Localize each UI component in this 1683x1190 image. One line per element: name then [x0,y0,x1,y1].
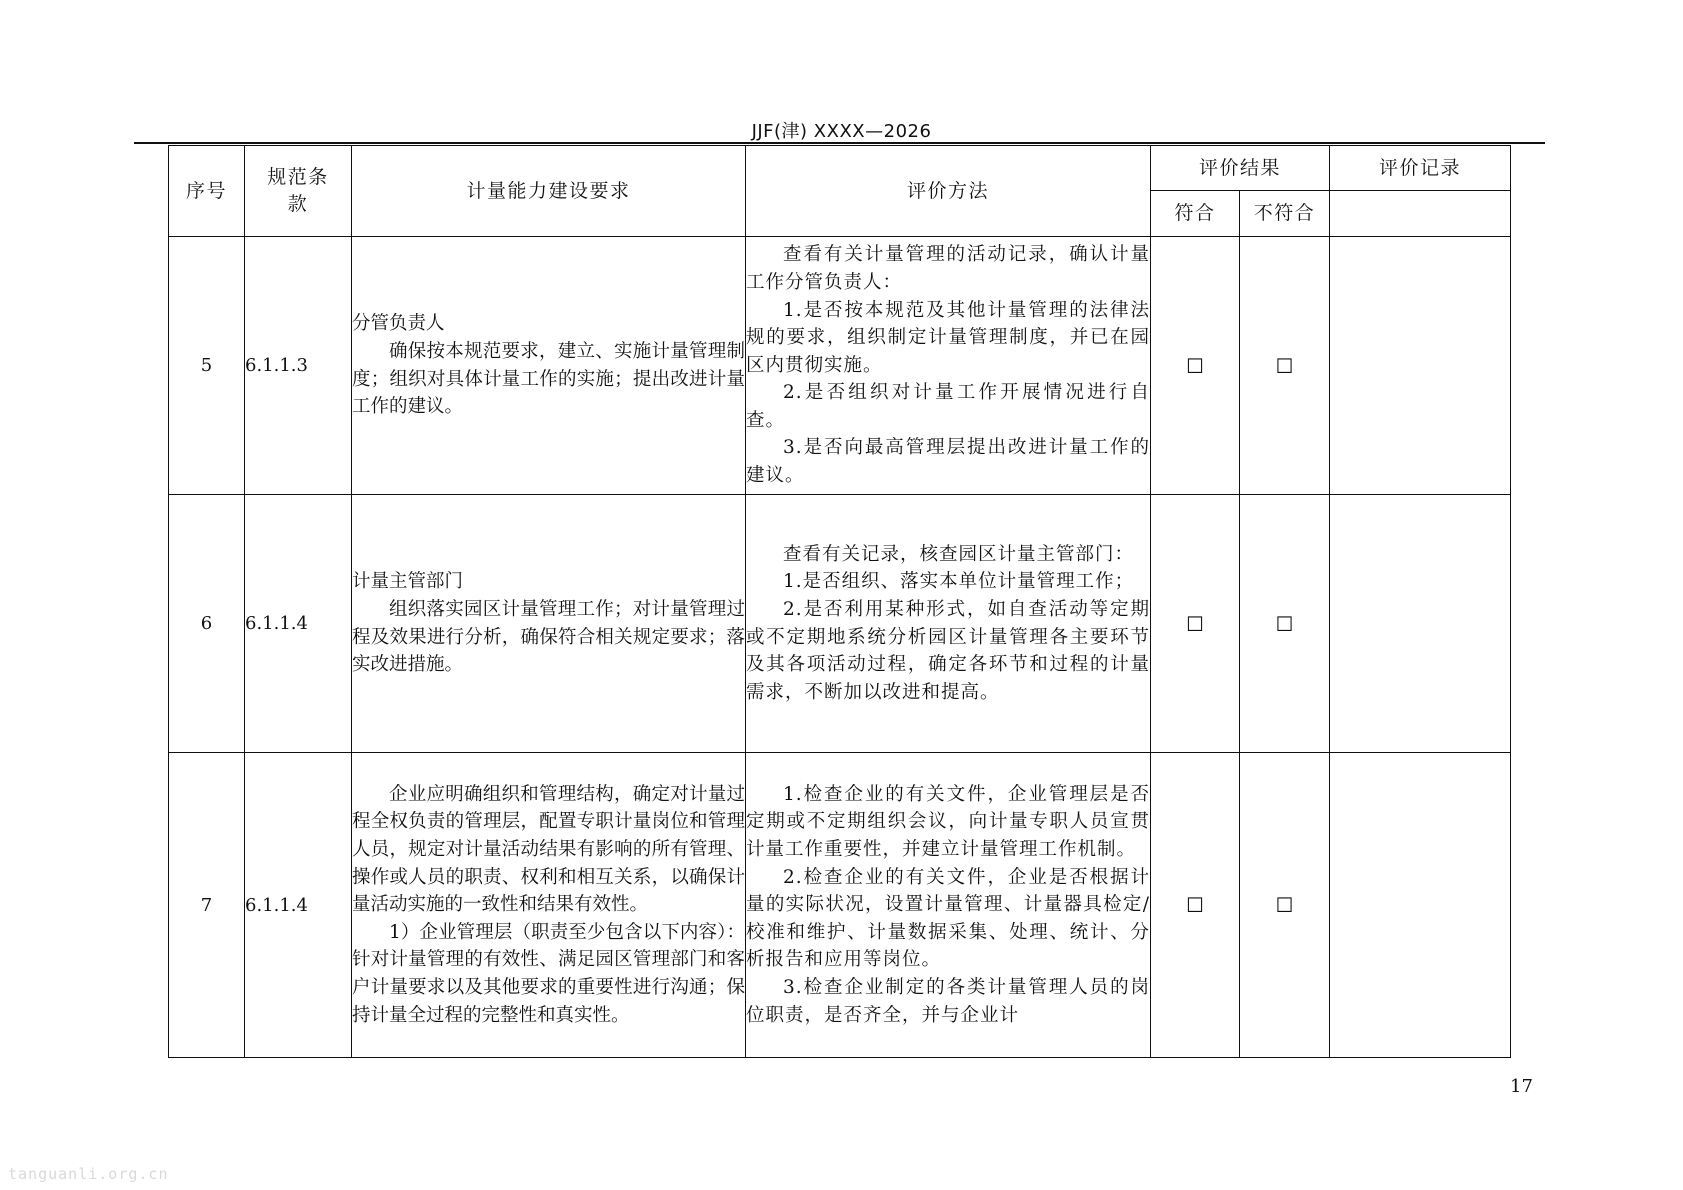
nonconform-checkbox[interactable]: ☐ [1275,893,1294,917]
row-clause: 6.1.1.4 [245,753,352,1058]
row-clause: 6.1.1.3 [245,237,352,495]
row-clause: 6.1.1.4 [245,495,352,753]
site-watermark: tanguanli.org.cn [8,1165,169,1183]
record-cell[interactable] [1330,237,1511,495]
method-paragraph: 3.检查企业制定的各类计量管理人员的岗位职责，是否齐全，并与企业计 [746,976,1150,1026]
row-method [746,237,1151,495]
header-clause: 规范条款 [245,146,352,237]
row-method [746,495,1151,753]
requirement-paragraph: 确保按本规范要求，建立、实施计量管理制度；组织对具体计量工作的实施；提出改进计量工作的建议。 [352,340,745,418]
method-paragraph: 查看有关计量管理的活动记录，确认计量工作分管负责人： [746,244,1150,293]
header-rule [134,142,1545,144]
row-no: 5 [169,237,245,495]
header-method: 评价方法 [746,146,1151,237]
table-row [169,753,1511,1058]
record-cell[interactable] [1330,753,1511,1058]
method-paragraph: 2.检查企业的有关文件，企业是否根据计量的实际状况，设置计量管理、计量器具检定/校准和维护、计量数据采集、处理、统计、分析报告和应用等岗位。 [746,866,1150,971]
nonconform-cell [1240,495,1330,753]
method-paragraph: 1.是否按本规范及其他计量管理的法律法规的要求，组织制定计量管理制度，并已在园区内贯彻实施。 [746,299,1150,376]
nonconform-cell [1240,753,1330,1058]
evaluation-table [168,145,1511,1058]
requirement-title: 分管负责人 [352,313,445,335]
row-no: 7 [169,753,245,1058]
requirement-paragraph: 组织落实园区计量管理工作；对计量管理过程及效果进行分析，确保符合相关规定要求；落实改进措施。 [352,598,745,676]
conform-checkbox[interactable]: ☐ [1186,611,1204,636]
record-cell[interactable] [1330,495,1511,753]
row-no: 6 [169,495,245,753]
method-paragraph: 2.是否组织对计量工作开展情况进行自查。 [746,382,1150,431]
header-conform: 符合 [1151,191,1240,237]
table-row [169,237,1511,495]
conform-cell [1151,753,1240,1058]
header-result: 评价结果 [1151,146,1330,191]
page-number: 17 [1510,1076,1533,1097]
nonconform-checkbox[interactable]: ☐ [1275,353,1294,378]
row-method [746,753,1151,1058]
method-paragraph: 3.是否向最高管理层提出改进计量工作的建议。 [746,437,1150,487]
conform-checkbox[interactable]: ☐ [1186,893,1204,917]
method-paragraph: 查看有关记录，核查园区计量主管部门： [783,543,1135,565]
row-requirement [352,237,746,495]
row-requirement [352,495,746,753]
header-record: 评价记录 [1330,146,1511,191]
header-nonconform: 不符合 [1240,191,1330,237]
method-paragraph: 1.检查企业的有关文件，企业管理层是否定期或不定期组织会议，向计量专职人员宣贯计量工作重要性，并建立计量管理工作机制。 [746,783,1150,861]
requirement-title: 计量主管部门 [352,571,464,593]
method-paragraph: 2.是否利用某种形式，如自查活动等定期或不定期地系统分析园区计量管理各主要环节及其各项活动过程，确定各环节和过程的计量需求，不断加以改进和提高。 [746,598,1150,703]
requirement-paragraph: 1）企业管理层（职责至少包含以下内容）：针对计量管理的有效性、满足园区管理部门和客户计量要求以及其他要求的重要性进行沟通；保持计量全过程的完整性和真实性。 [352,921,745,1026]
header-record-blank [1330,191,1511,237]
conform-checkbox[interactable]: ☐ [1186,353,1204,378]
method-paragraph: 1.是否组织、落实本单位计量管理工作； [783,571,1135,593]
table-row [169,495,1511,753]
header-requirement: 计量能力建设要求 [352,146,746,237]
nonconform-checkbox[interactable]: ☐ [1275,611,1294,636]
row-requirement [352,753,746,1058]
conform-cell [1151,237,1240,495]
conform-cell [1151,495,1240,753]
requirement-paragraph: 企业应明确组织和管理结构，确定对计量过程全权负责的管理层，配置专职计量岗位和管理人员，规定对计量活动结果有影响的所有管理、操作或人员的职责、权利和相互关系，以确保计量活动实施的一致性和结果有效性。 [352,783,745,916]
document-number-header: JJF(津) XXXX—2026 [751,121,932,142]
nonconform-cell [1240,237,1330,495]
header-no: 序号 [169,146,245,237]
